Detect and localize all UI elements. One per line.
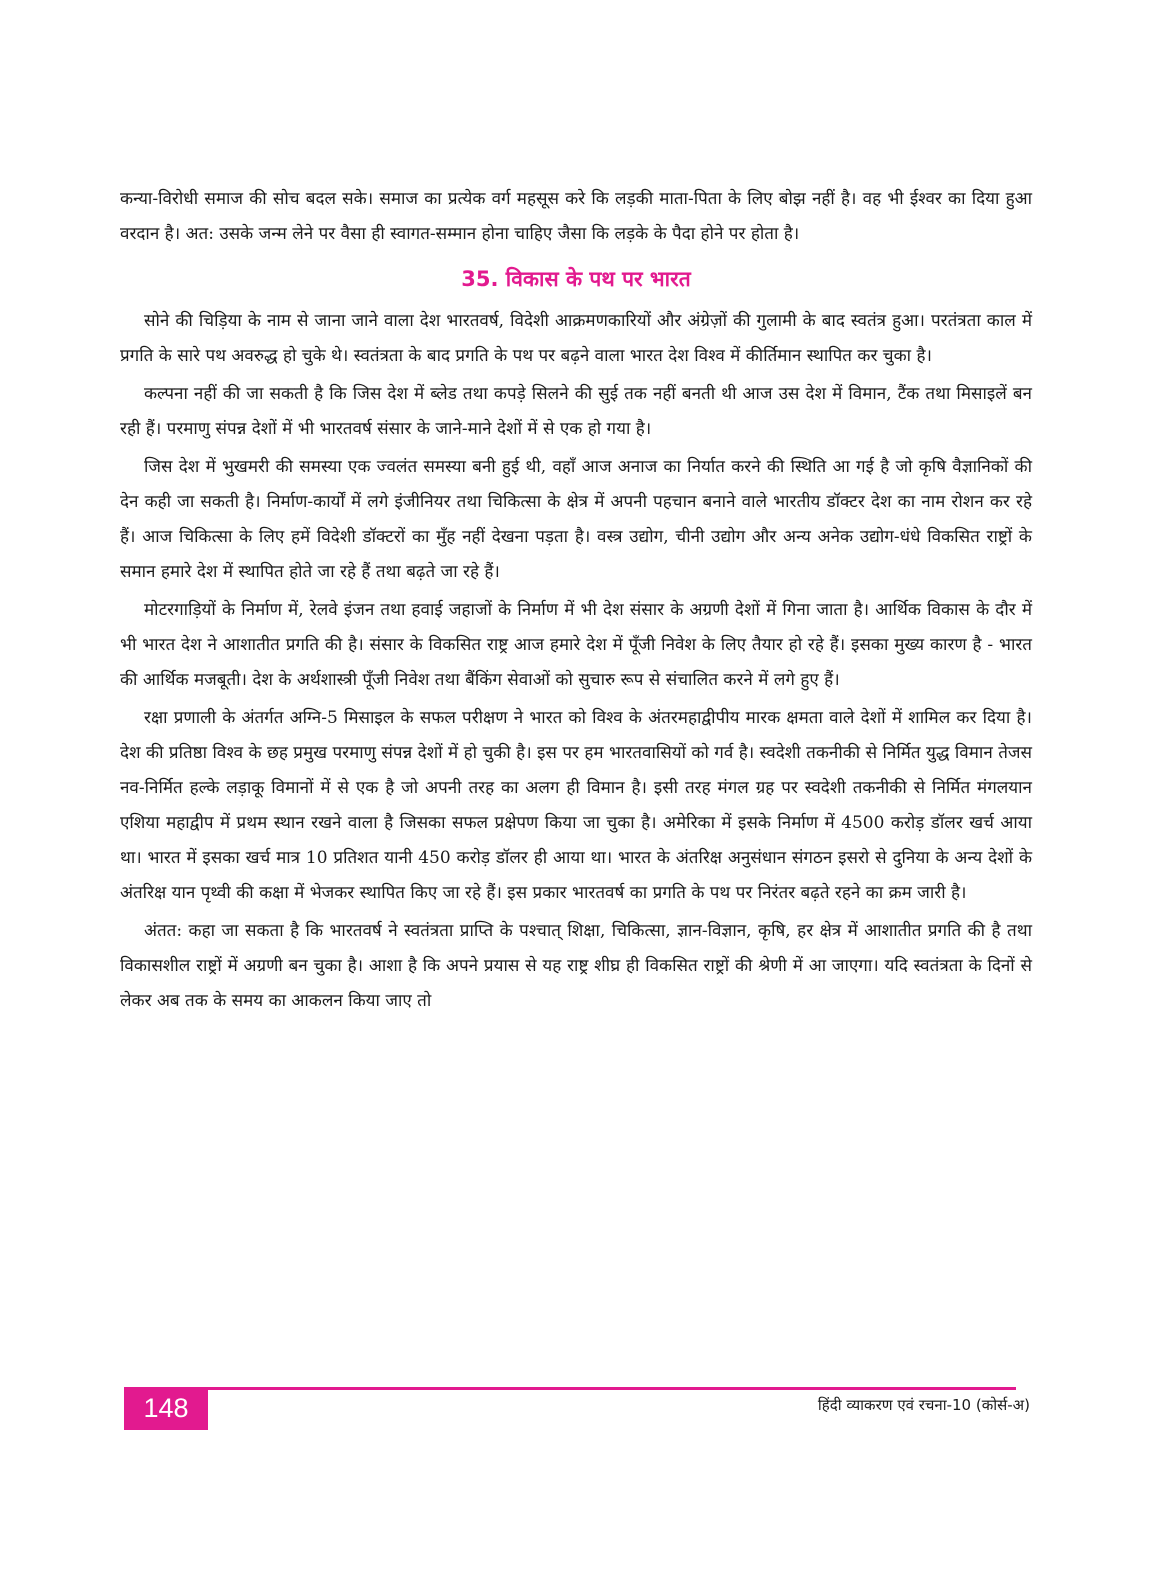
paragraph-6: अंतत: कहा जा सकता है कि भारतवर्ष ने स्वतंत्रता प्राप्ति के पश्चात् शिक्षा, चिकित्सा, ज्ञान-विज्ञान, कृषि, हर क्षेत्र में आशातीत प्रगति की है तथा विकासशील राष्ट्रों में अग्रणी बन चुका है। आशा है कि अपने प्रयास से यह राष्ट्र शीघ्र ही विकसित राष्ट्रों की श्रेणी में आ जाएगा। यदि स्वतंत्रता के दिनों से लेकर अब तक के समय का आकलन किया जाए तो bbox=[120, 921, 1032, 1011]
paragraph-3: जिस देश में भुखमरी की समस्या एक ज्वलंत समस्या बनी हुई थी, वहाँ आज अनाज का निर्यात करने की स्थिति आ गई है जो कृषि वैज्ञानिकों की देन कही जा सकती है। निर्माण-कार्यों में लगे इंजीनियर तथा चिकित्सा के क्षेत्र में अपनी पहचान बनाने वाले भारतीय डॉक्टर देश का नाम रोशन कर रहे हैं। आज चिकित्सा के लिए हमें विदेशी डॉक्टरों का मुँह नहीं देखना पड़ता है। वस्त्र उद्योग, चीनी उद्योग और अन्य अनेक उद्योग-धंधे विकसित राष्ट्रों के समान हमारे देश में स्थापित होते जा रहे हैं तथा बढ़ते जा रहे हैं। bbox=[120, 457, 1032, 582]
section-title: 35. विकास के पथ पर भारत bbox=[461, 267, 691, 291]
page-number: 148 bbox=[124, 1387, 208, 1430]
footer-rule bbox=[124, 1387, 1016, 1390]
page-content bbox=[120, 182, 1032, 1019]
book-title: हिंदी व्याकरण एवं रचना-10 (कोर्स-अ) bbox=[817, 1396, 1030, 1414]
continued-paragraph: कन्या-विरोधी समाज की सोच बदल सके। समाज का प्रत्येक वर्ग महसूस करे कि लड़की माता-पिता के लिए बोझ नहीं है। वह भी ईश्वर का दिया हुआ वरदान है। अत: उसके जन्म लेने पर वैसा ही स्वागत-सम्मान होना चाहिए जैसा कि लड़के के पैदा होने पर होता है। bbox=[120, 189, 1032, 244]
paragraph-2: कल्पना नहीं की जा सकती है कि जिस देश में ब्लेड तथा कपड़े सिलने की सुई तक नहीं बनती थी आज उस देश में विमान, टैंक तथा मिसाइलें बन रही हैं। परमाणु संपन्न देशों में भी भारतवर्ष संसार के जाने-माने देशों में से एक हो गया है। bbox=[120, 384, 1032, 439]
paragraph-1: सोने की चिड़िया के नाम से जाना जाने वाला देश भारतवर्ष, विदेशी आक्रमणकारियों और अंग्रेज़ों की गुलामी के बाद स्वतंत्र हुआ। परतंत्रता काल में प्रगति के सारे पथ अवरुद्ध हो चुके थे। स्वतंत्रता के बाद प्रगति के पथ पर बढ़ने वाला भारत देश विश्व में कीर्तिमान स्थापित कर चुका है। bbox=[120, 311, 1032, 366]
paragraph-5: रक्षा प्रणाली के अंतर्गत अग्नि-5 मिसाइल के सफल परीक्षण ने भारत को विश्व के अंतरमहाद्वीपीय मारक क्षमता वाले देशों में शामिल कर दिया है। देश की प्रतिष्ठा विश्व के छह प्रमुख परमाणु संपन्न देशों में हो चुकी है। इस पर हम भारतवासियों को गर्व है। स्वदेशी तकनीकी से निर्मित युद्ध विमान तेजस नव-निर्मित हल्के लड़ाकू विमानों में से एक है जो अपनी तरह का अलग ही विमान है। इसी तरह मंगल ग्रह पर स्वदेशी तकनीकी से निर्मित मंगलयान एशिया महाद्वीप में प्रथम स्थान रखने वाला है जिसका सफल प्रक्षेपण किया जा चुका है। अमेरिका में इसके निर्माण में 4500 करोड़ डॉलर खर्च आया था। भारत में इसका खर्च मात्र 10 प्रतिशत यानी 450 करोड़ डॉलर ही आया था। भारत के अंतरिक्ष अनुसंधान संगठन इसरो से दुनिया के अन्य देशों के अंतरिक्ष यान पृथ्वी की कक्षा में भेजकर स्थापित किए जा रहे हैं। इस प्रकार भारतवर्ष का प्रगति के पथ पर निरंतर बढ़ते रहने का क्रम जारी है। bbox=[120, 708, 1032, 903]
paragraph-4: मोटरगाड़ियों के निर्माण में, रेलवे इंजन तथा हवाई जहाजों के निर्माण में भी देश संसार के अग्रणी देशों में गिना जाता है। आर्थिक विकास के दौर में भी भारत देश ने आशातीत प्रगति की है। संसार के विकसित राष्ट्र आज हमारे देश में पूँजी निवेश के लिए तैयार हो रहे हैं। इसका मुख्य कारण है - भारत की आर्थिक मजबूती। देश के अर्थशास्त्री पूँजी निवेश तथा बैंकिंग सेवाओं को सुचारु रूप से संचालित करने में लगे हुए हैं। bbox=[120, 600, 1032, 690]
